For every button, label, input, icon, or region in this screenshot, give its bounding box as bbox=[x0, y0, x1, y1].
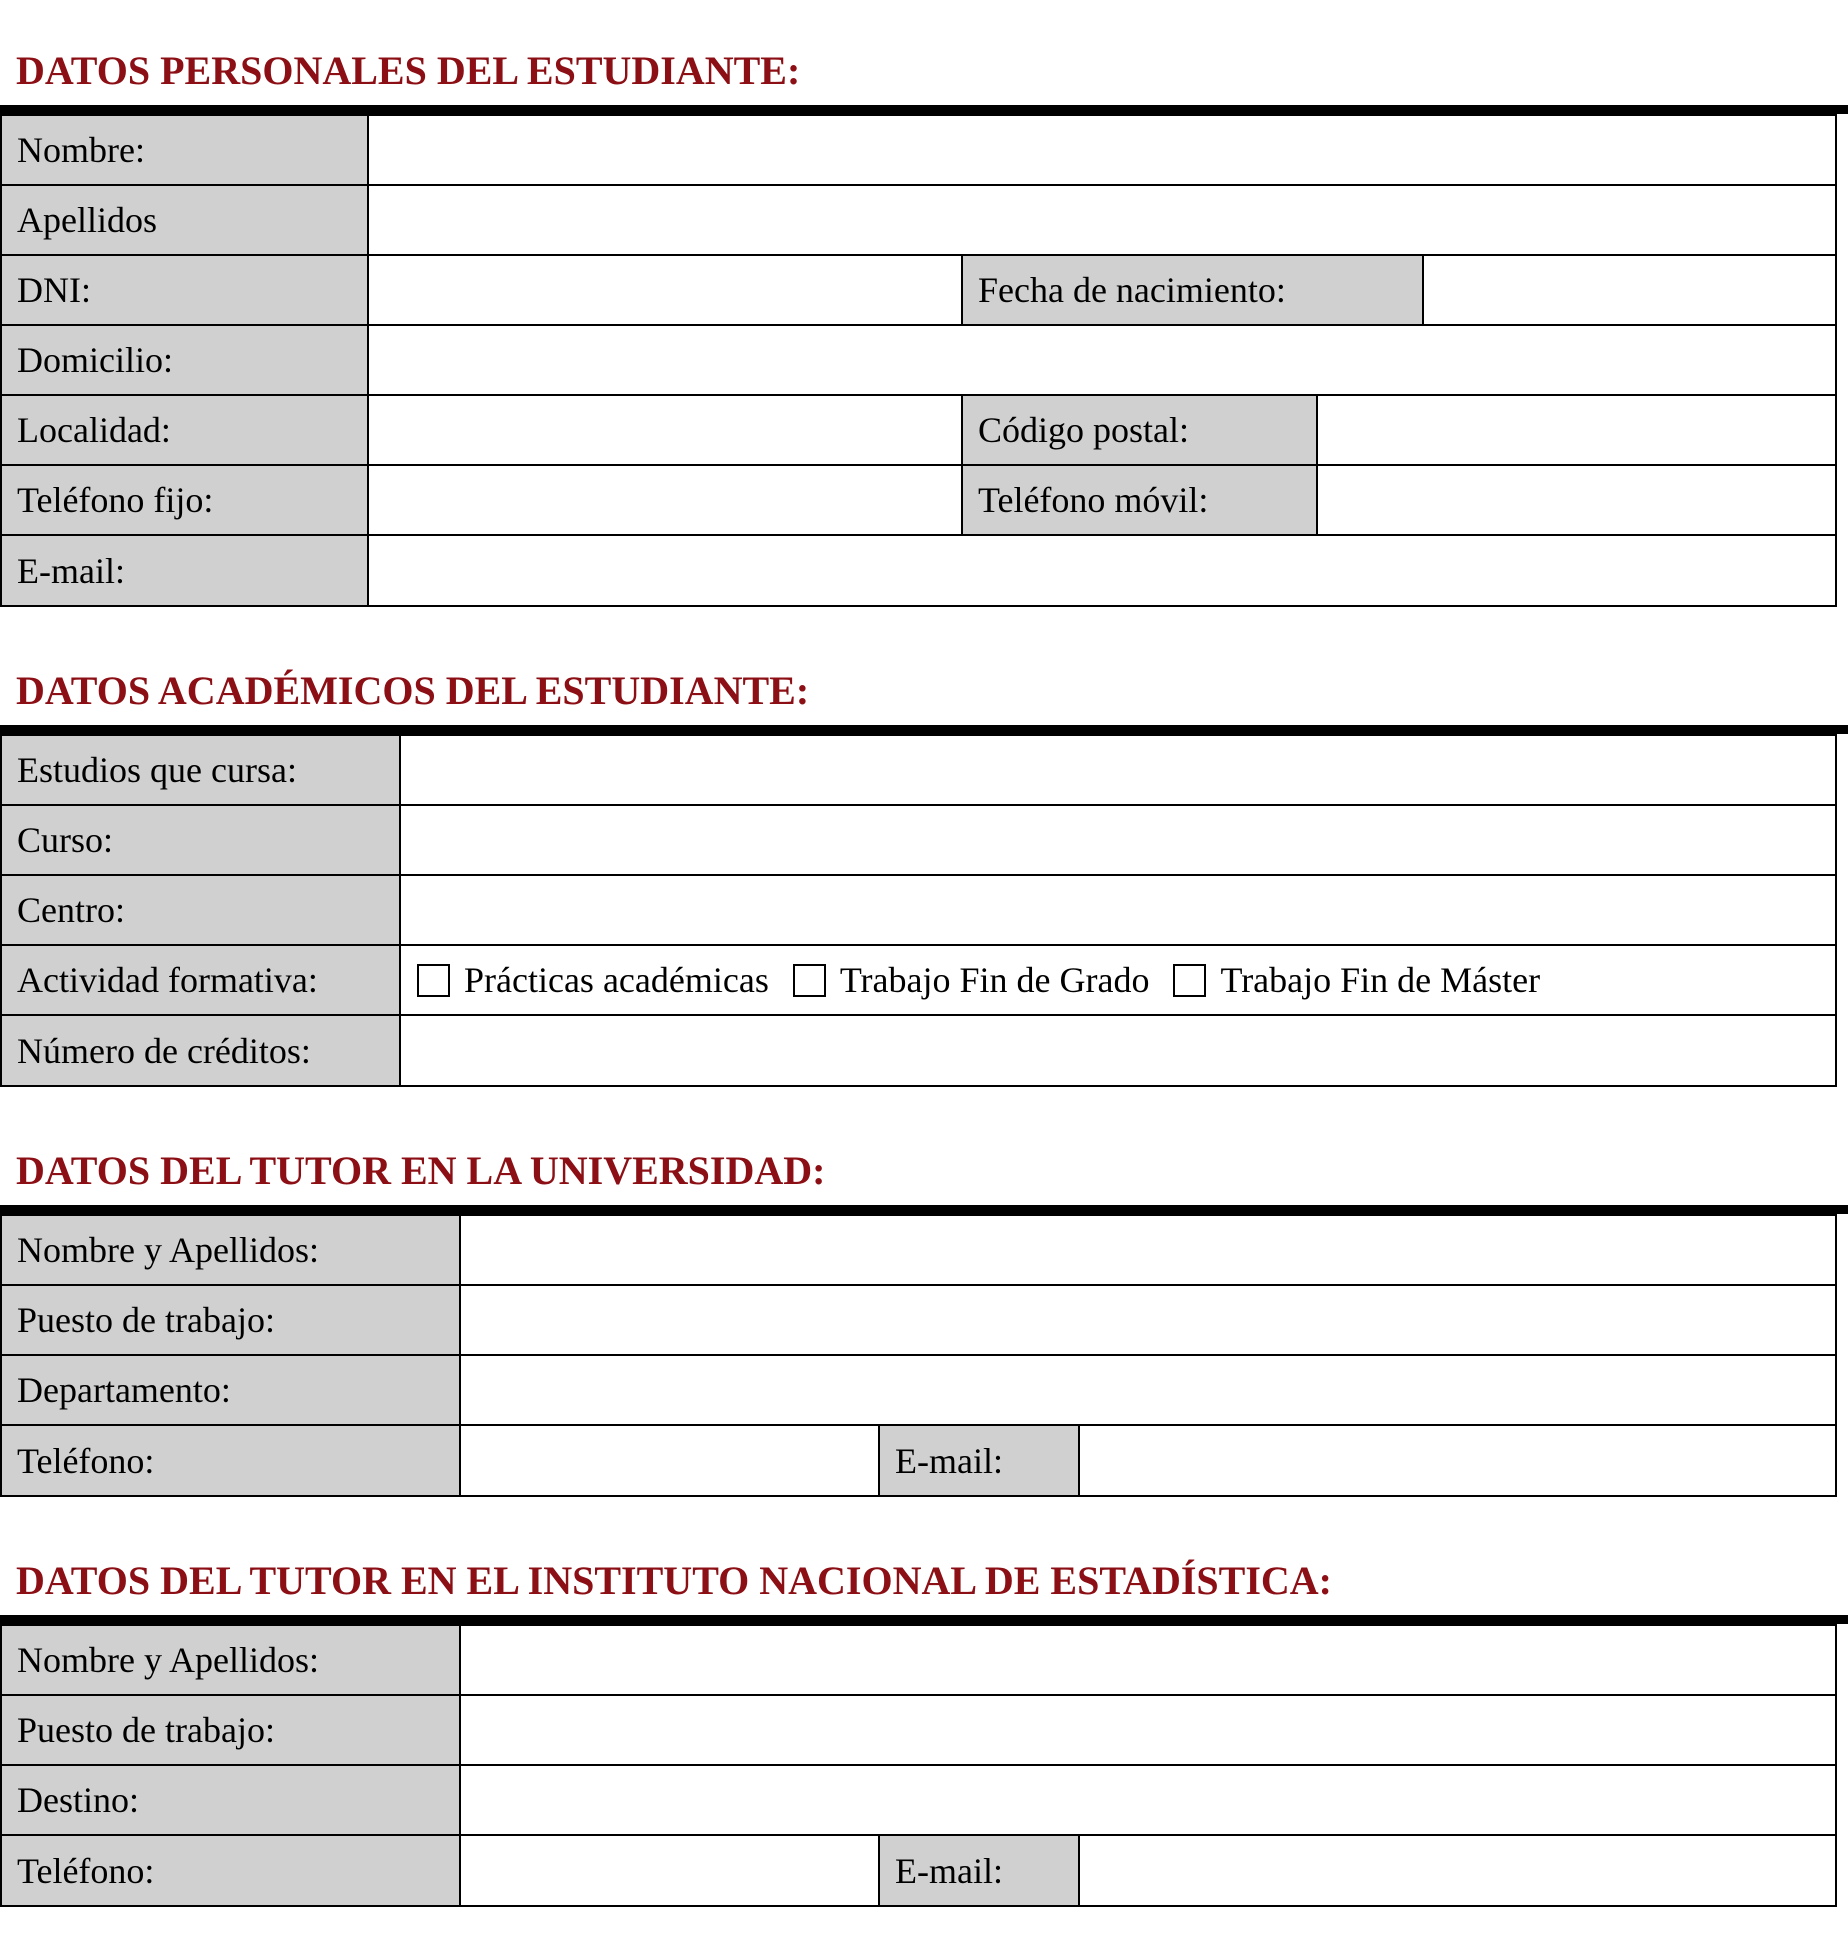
section-rule bbox=[0, 1615, 1848, 1624]
section-title-academic: DATOS ACADÉMICOS DEL ESTUDIANTE: bbox=[16, 668, 810, 713]
checkbox-tfm[interactable] bbox=[1173, 964, 1206, 997]
label-tutor-uni-nombre: Nombre y Apellidos: bbox=[0, 1214, 461, 1286]
field-tutor-ine-email[interactable] bbox=[1078, 1834, 1837, 1907]
label-tutor-ine-destino: Destino: bbox=[0, 1764, 461, 1836]
label-tutor-uni-email: E-mail: bbox=[878, 1424, 1080, 1497]
label-tutor-ine-nombre: Nombre y Apellidos: bbox=[0, 1624, 461, 1696]
field-nombre[interactable] bbox=[367, 114, 1837, 186]
checkbox-practicas[interactable] bbox=[417, 964, 450, 997]
field-tutor-uni-departamento[interactable] bbox=[459, 1354, 1837, 1426]
label-email: E-mail: bbox=[0, 534, 369, 607]
label-tutor-uni-telefono: Teléfono: bbox=[0, 1424, 461, 1497]
label-tutor-uni-departamento: Departamento: bbox=[0, 1354, 461, 1426]
field-tutor-ine-destino[interactable] bbox=[459, 1764, 1837, 1836]
section-title-tutor-uni: DATOS DEL TUTOR EN LA UNIVERSIDAD: bbox=[16, 1148, 826, 1193]
section-rule bbox=[0, 105, 1848, 114]
field-tutor-uni-nombre[interactable] bbox=[459, 1214, 1837, 1286]
field-tutor-ine-nombre[interactable] bbox=[459, 1624, 1837, 1696]
field-tutor-ine-telefono[interactable] bbox=[459, 1834, 880, 1907]
field-telefono-movil[interactable] bbox=[1316, 464, 1837, 536]
label-apellidos: Apellidos bbox=[0, 184, 369, 256]
label-localidad: Localidad: bbox=[0, 394, 369, 466]
label-domicilio: Domicilio: bbox=[0, 324, 369, 396]
label-estudios: Estudios que cursa: bbox=[0, 734, 401, 806]
label-codigo-postal: Código postal: bbox=[961, 394, 1318, 466]
field-dni[interactable] bbox=[367, 254, 963, 326]
option-tfm[interactable] bbox=[1173, 962, 1540, 998]
label-telefono-movil: Teléfono móvil: bbox=[961, 464, 1318, 536]
field-codigo-postal[interactable] bbox=[1316, 394, 1837, 466]
field-tutor-uni-telefono[interactable] bbox=[459, 1424, 880, 1497]
label-tutor-ine-telefono: Teléfono: bbox=[0, 1834, 461, 1907]
field-curso[interactable] bbox=[399, 804, 1837, 876]
field-telefono-fijo[interactable] bbox=[367, 464, 963, 536]
label-curso: Curso: bbox=[0, 804, 401, 876]
section-rule bbox=[0, 725, 1848, 734]
option-practicas[interactable] bbox=[417, 962, 769, 998]
field-fecha-nacimiento[interactable] bbox=[1422, 254, 1837, 326]
label-fecha-nacimiento: Fecha de nacimiento: bbox=[961, 254, 1424, 326]
field-domicilio[interactable] bbox=[367, 324, 1837, 396]
label-nombre: Nombre: bbox=[0, 114, 369, 186]
field-actividad-options bbox=[399, 944, 1837, 1016]
label-dni: DNI: bbox=[0, 254, 369, 326]
field-tutor-uni-puesto[interactable] bbox=[459, 1284, 1837, 1356]
option-tfg[interactable] bbox=[793, 962, 1150, 998]
field-estudios[interactable] bbox=[399, 734, 1837, 806]
option-practicas-label: Prácticas académicas bbox=[464, 960, 769, 1000]
field-tutor-ine-puesto[interactable] bbox=[459, 1694, 1837, 1766]
field-localidad[interactable] bbox=[367, 394, 963, 466]
label-telefono-fijo: Teléfono fijo: bbox=[0, 464, 369, 536]
field-tutor-uni-email[interactable] bbox=[1078, 1424, 1837, 1497]
label-tutor-ine-email: E-mail: bbox=[878, 1834, 1080, 1907]
label-tutor-ine-puesto: Puesto de trabajo: bbox=[0, 1694, 461, 1766]
field-apellidos[interactable] bbox=[367, 184, 1837, 256]
section-title-tutor-ine: DATOS DEL TUTOR EN EL INSTITUTO NACIONAL DE ESTADÍSTICA: bbox=[16, 1558, 1332, 1603]
label-centro: Centro: bbox=[0, 874, 401, 946]
section-title-personal: DATOS PERSONALES DEL ESTUDIANTE: bbox=[16, 48, 801, 93]
label-creditos: Número de créditos: bbox=[0, 1014, 401, 1087]
label-tutor-uni-puesto: Puesto de trabajo: bbox=[0, 1284, 461, 1356]
field-centro[interactable] bbox=[399, 874, 1837, 946]
label-actividad: Actividad formativa: bbox=[0, 944, 401, 1016]
section-rule bbox=[0, 1205, 1848, 1214]
checkbox-tfg[interactable] bbox=[793, 964, 826, 997]
option-tfm-label: Trabajo Fin de Máster bbox=[1220, 960, 1541, 1000]
field-email[interactable] bbox=[367, 534, 1837, 607]
option-tfg-label: Trabajo Fin de Grado bbox=[839, 960, 1150, 1000]
field-creditos[interactable] bbox=[399, 1014, 1837, 1087]
